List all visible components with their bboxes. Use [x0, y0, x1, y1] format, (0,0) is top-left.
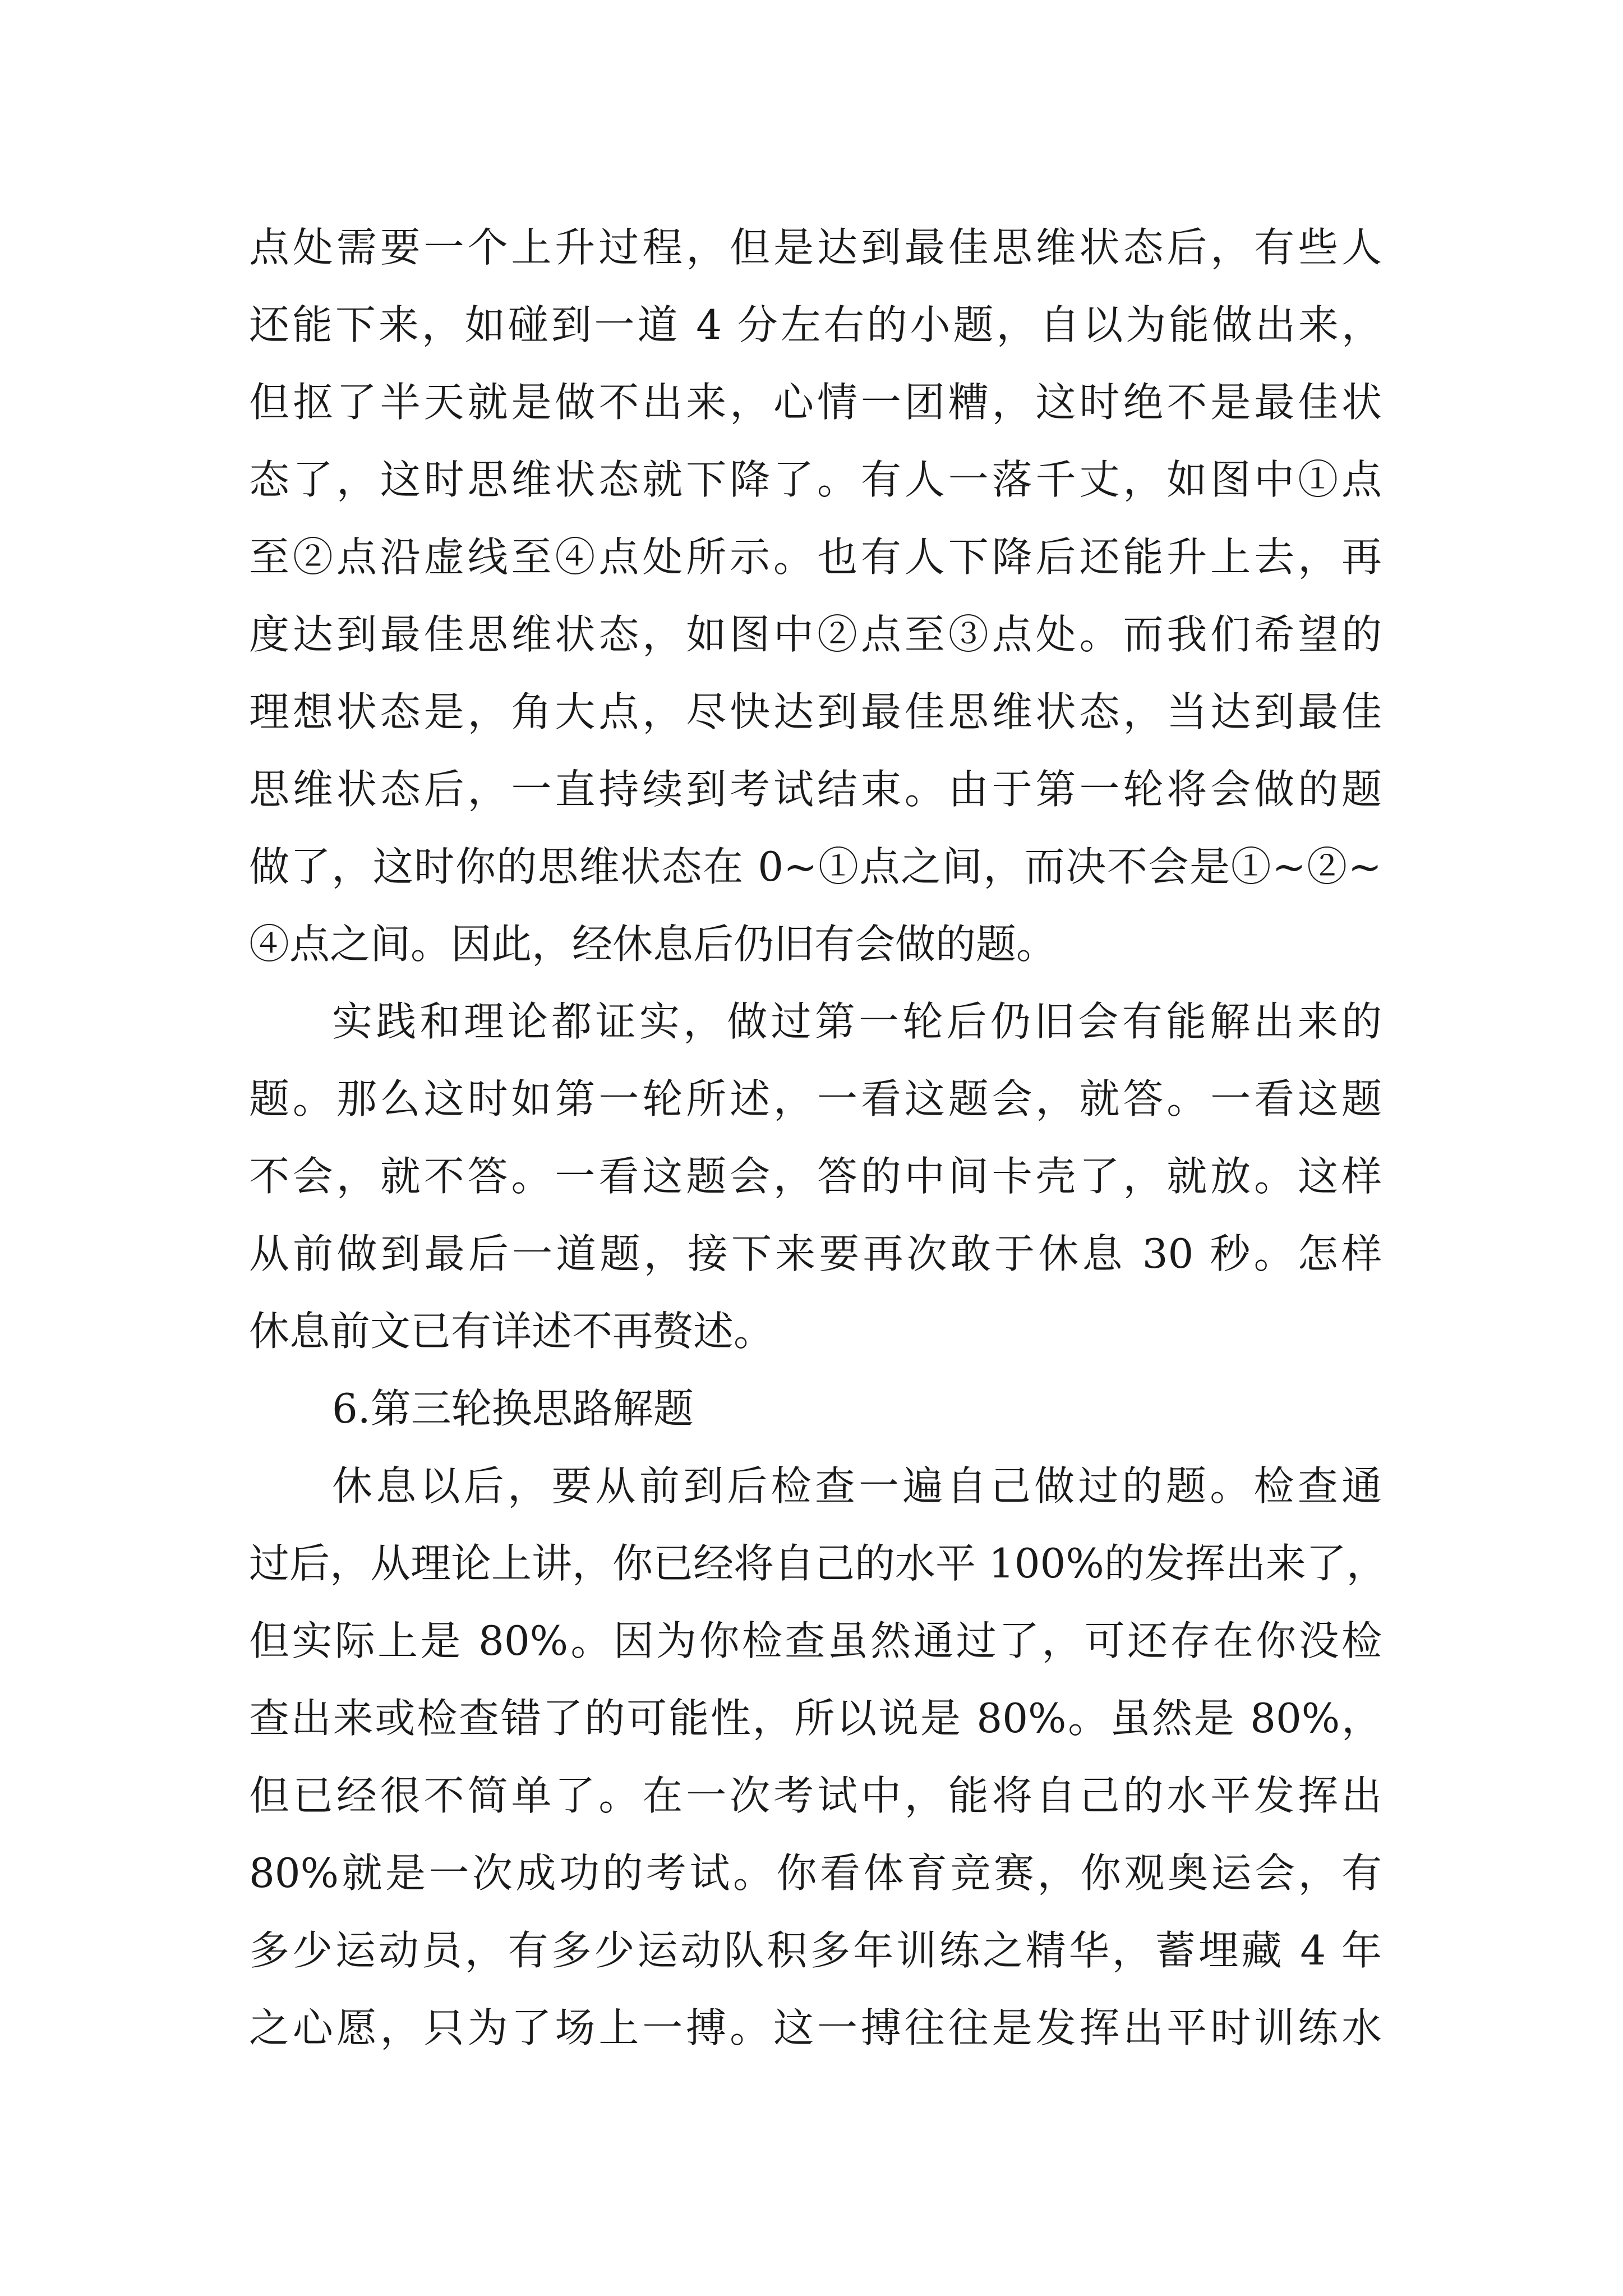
text-line: 但已经很不简单了。在一次考试中，能将自己的水平发挥出	[249, 1772, 1382, 1819]
text-line: 度达到最佳思维状态，如图中②点至③点处。而我们希望的	[249, 611, 1382, 658]
text-line: 80%就是一次成功的考试。你看体育竞赛，你观奥运会，有	[249, 1849, 1382, 1897]
text-line: 但实际上是 80%。因为你检查虽然通过了，可还存在你没检	[249, 1617, 1382, 1664]
text-line: 查出来或检查错了的可能性，所以说是 80%。虽然是 80%，	[249, 1695, 1382, 1742]
text-line: 题。那么这时如第一轮所述，一看这题会，就答。一看这题	[249, 1075, 1382, 1122]
paragraph-first-line: 休息以后，要从前到后检查一遍自己做过的题。检查通	[332, 1462, 1382, 1510]
text-line: ④点之间。因此，经休息后仍旧有会做的题。	[249, 921, 1057, 968]
text-line: 多少运动员，有多少运动队积多年训练之精华，蓄埋藏 4 年	[249, 1927, 1382, 1974]
text-line: 态了，这时思维状态就下降了。有人一落千丈，如图中①点	[249, 456, 1382, 503]
paragraph-first-line: 实践和理论都证实，做过第一轮后仍旧会有能解出来的	[332, 998, 1382, 1045]
text-line: 之心愿，只为了场上一搏。这一搏往往是发挥出平时训练水	[249, 2004, 1382, 2051]
text-line: 点处需要一个上升过程，但是达到最佳思维状态后，有些人	[249, 224, 1382, 271]
section-heading: 6.第三轮换思路解题	[332, 1385, 694, 1432]
text-line: 还能下来，如碰到一道 4 分左右的小题，自以为能做出来，	[249, 301, 1382, 348]
text-line: 从前做到最后一道题，接下来要再次敢于休息 30 秒。怎样	[249, 1230, 1382, 1277]
text-line: 但抠了半天就是做不出来，心情一团糟，这时绝不是最佳状	[249, 379, 1382, 426]
document-body	[249, 209, 1387, 2067]
text-line: 休息前文已有详述不再赘述。	[249, 1308, 774, 1355]
text-line: 思维状态后，一直持续到考试结束。由于第一轮将会做的题	[249, 766, 1382, 813]
text-line: 理想状态是，角大点，尽快达到最佳思维状态，当达到最佳	[249, 688, 1382, 735]
text-line: 至②点沿虚线至④点处所示。也有人下降后还能升上去，再	[249, 533, 1382, 581]
text-line: 过后，从理论上讲，你已经将自己的水平 100%的发挥出来了，	[249, 1540, 1387, 1587]
text-line: 不会，就不答。一看这题会，答的中间卡壳了，就放。这样	[249, 1153, 1382, 1200]
text-line: 做了，这时你的思维状态在 0~①点之间，而决不会是①~②~	[249, 843, 1382, 890]
